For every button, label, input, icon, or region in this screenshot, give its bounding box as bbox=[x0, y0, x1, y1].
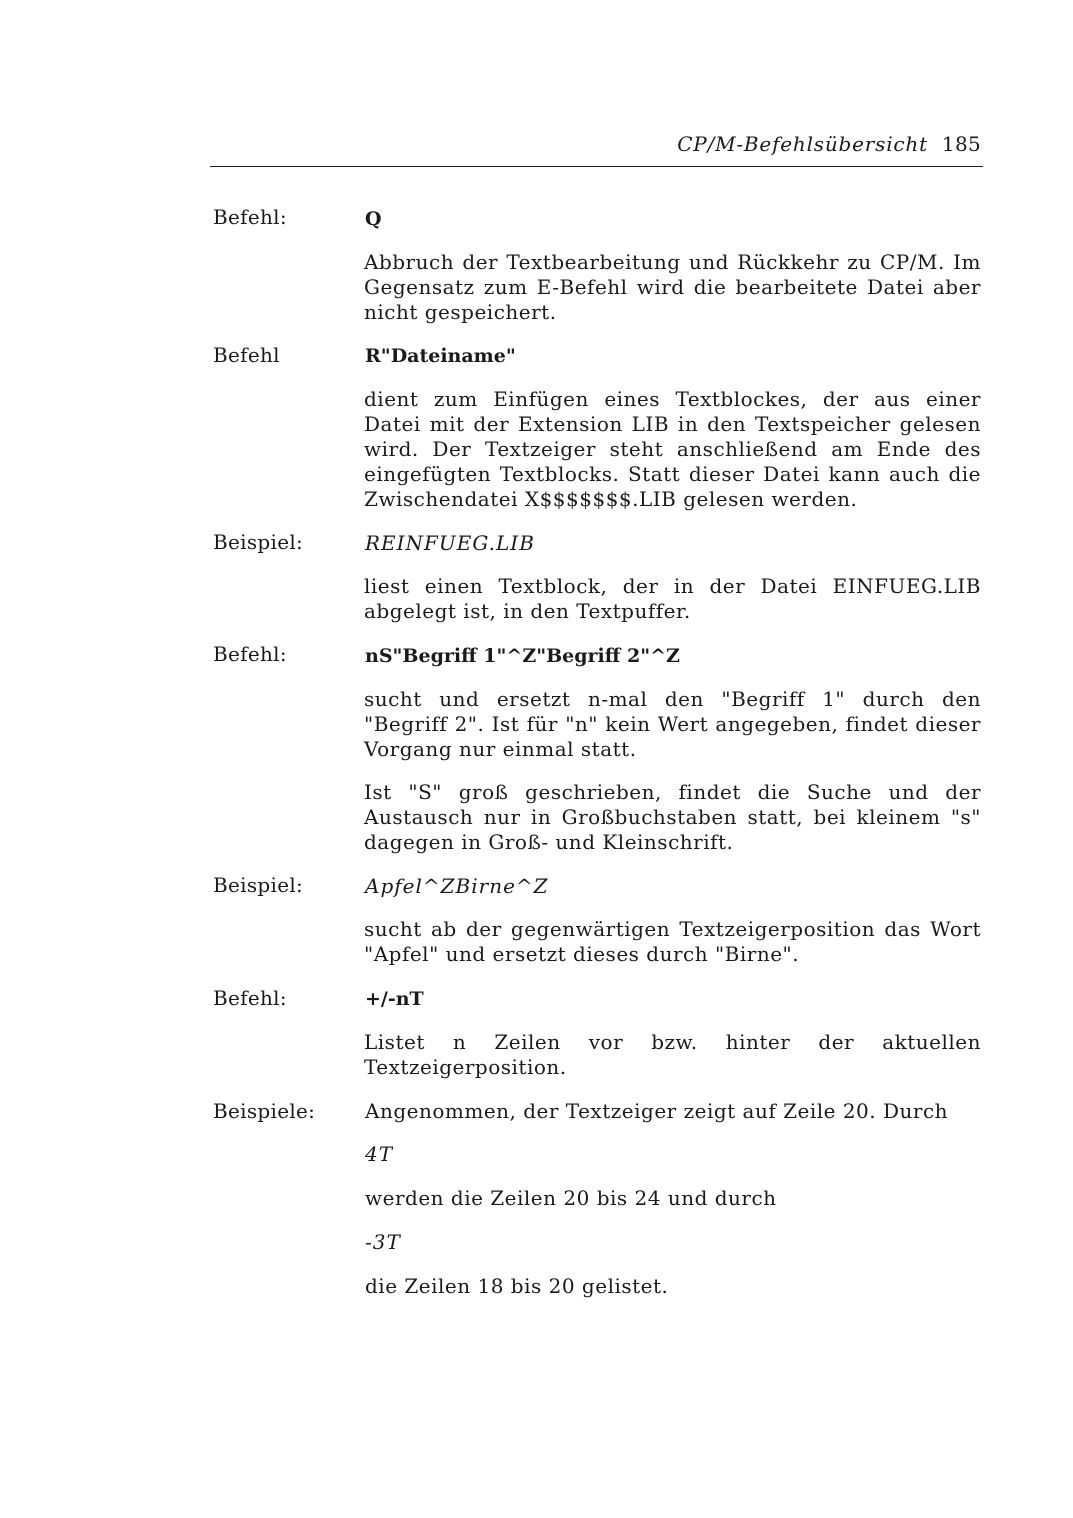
example-intro-t: Angenommen, der Textzeiger zeigt auf Zeile 20. Durch bbox=[365, 1099, 949, 1123]
example-description-s: sucht ab der gegenwärtigen Textzeigerposition das Wort "Apfel" und ersetzt dieses durch "Birne". bbox=[364, 917, 981, 966]
example-description-r: liest einen Textblock, der in der Datei EINFUEG.LIB abgelegt ist, in den Textpuffer. bbox=[364, 574, 981, 623]
description-q: Abbruch der Textbearbeitung und Rückkehr zu CP/M. Im Gegensatz zum E-Befehl wird die bearbeitete Datei aber nicht gespeichert. bbox=[364, 250, 981, 324]
example-r: REINFUEG.LIB bbox=[365, 531, 535, 555]
running-title: CP/M-Befehlsübersicht bbox=[677, 132, 928, 156]
command-r: R"Dateiname" bbox=[365, 345, 516, 367]
example-1-t: 4T bbox=[365, 1142, 394, 1166]
description-r: dient zum Einfügen eines Textblockes, der aus einer Datei mit der Extension LIB in den Textspeicher gelesen wird. Der Textzeiger steht anschließend am Ende des eingefügten Textblocks. Statt dieser Datei kann auch die Zwischendatei X$$$$$$$.LIB gelesen werden. bbox=[364, 387, 981, 511]
example-2-t: -3T bbox=[365, 1230, 401, 1254]
command-s: nS"Begriff 1"^Z"Begriff 2"^Z bbox=[365, 645, 680, 667]
example-2-text-t: die Zeilen 18 bis 20 gelistet. bbox=[365, 1274, 669, 1298]
example-1-text-t: werden die Zeilen 20 bis 24 und durch bbox=[365, 1186, 777, 1210]
example-s: Apfel^ZBirne^Z bbox=[365, 874, 549, 898]
label-befehl-q: Befehl: bbox=[213, 205, 287, 229]
header-rule bbox=[210, 166, 983, 167]
label-befehl-s: Befehl: bbox=[213, 642, 287, 666]
command-t: +/-nT bbox=[365, 988, 424, 1010]
running-head bbox=[213, 132, 981, 160]
description-s: sucht und ersetzt n-mal den "Begriff 1" durch den "Begriff 2". Ist für "n" kein Wert angegeben, findet dieser Vorgang nur einmal statt. bbox=[364, 687, 981, 761]
label-befehl-t: Befehl: bbox=[213, 986, 287, 1010]
label-befehl-r: Befehl bbox=[213, 343, 280, 367]
description-s-2: Ist "S" groß geschrieben, findet die Suche und der Austausch nur in Großbuchstaben statt, bei kleinem "s" dagegen in Groß- und Kleinschrift. bbox=[364, 780, 981, 854]
label-beispiel-s: Beispiel: bbox=[213, 873, 304, 897]
label-beispiel-r: Beispiel: bbox=[213, 530, 304, 554]
description-t: Listet n Zeilen vor bzw. hinter der aktuellen Textzeigerposition. bbox=[364, 1030, 981, 1079]
label-beispiele-t: Beispiele: bbox=[213, 1099, 316, 1123]
command-q: Q bbox=[365, 208, 382, 230]
page-number: 185 bbox=[941, 132, 981, 156]
